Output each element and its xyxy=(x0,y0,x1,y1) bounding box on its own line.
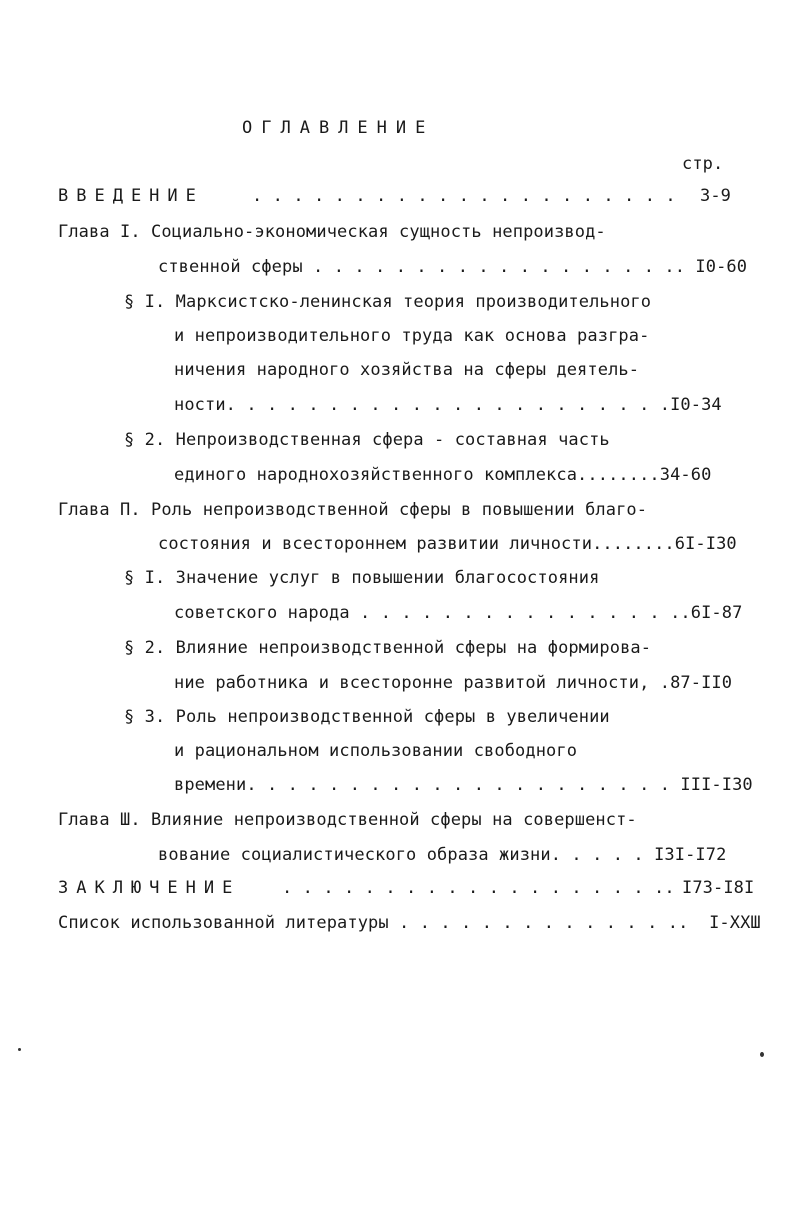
toc-bibliography: Список использованной литературы . . . . . . . . . . . . . .. I-XXШ xyxy=(58,913,761,933)
page-title: ОГЛАВЛЕНИЕ xyxy=(242,118,435,138)
toc-ch1-s2-line2: единого народнохозяйственного комплекса........34-60 xyxy=(174,465,712,485)
toc-ch2-s3-line2: и рациональном использовании свободного xyxy=(174,741,578,761)
toc-ch2-s2-line1: § 2. Влияние непроизводственной сферы на формирова- xyxy=(124,638,652,658)
toc-ch1-s1-line1: § I. Марксистско-ленинская теория производительного xyxy=(124,292,652,312)
toc-ch2-line2: состояния и всестороннем развитии личности........6I-I30 xyxy=(158,534,737,554)
toc-ch1-s1-line4: ности. . . . . . . . . . . . . . . . . . . . . .I0-34 xyxy=(174,395,722,415)
toc-ch2-s1-line1: § I. Значение услуг в повышении благосостояния xyxy=(124,568,600,588)
toc-ch3-line1: Глава Ш. Влияние непроизводственной сферы на совершенст- xyxy=(58,810,637,830)
toc-intro-pages: 3-9 xyxy=(700,186,732,206)
toc-conclusion-leader: . . . . . . . . . . . . . . . . . . .. xyxy=(282,878,675,898)
toc-ch2-s1-line2: советского народа . . . . . . . . . . . . . . . ..6I-87 xyxy=(174,603,743,623)
page-column-label: стр. xyxy=(682,154,724,174)
scan-speck xyxy=(760,1052,764,1057)
toc-conclusion-pages: I73-I8I xyxy=(682,878,755,898)
toc-ch1-s2-line1: § 2. Непроизводственная сфера - составная часть xyxy=(124,430,610,450)
toc-ch2-s3-line3: времени. . . . . . . . . . . . . . . . . . . . . III-I30 xyxy=(174,775,753,795)
toc-ch2-s2-line2: ние работника и всесторонне развитой личности, .87-II0 xyxy=(174,673,733,693)
toc-intro-leader: . . . . . . . . . . . . . . . . . . . . . xyxy=(252,186,676,206)
toc-ch1-line2: ственной сферы . . . . . . . . . . . . . . . . . .. I0-60 xyxy=(158,257,748,277)
scan-speck xyxy=(18,1048,21,1051)
toc-ch1-s1-line3: ничения народного хозяйства на сферы деятель- xyxy=(174,360,640,380)
toc-ch1-line1: Глава I. Социально-экономическая сущность непроизвод- xyxy=(58,222,606,242)
toc-intro-label: ВВЕДЕНИЕ xyxy=(58,186,204,206)
toc-ch1-s1-line2: и непроизводительного труда как основа разгра- xyxy=(174,326,650,346)
toc-ch2-s3-line1: § 3. Роль непроизводственной сферы в увеличении xyxy=(124,707,610,727)
toc-conclusion-label: ЗАКЛЮЧЕНИЕ xyxy=(58,878,241,898)
toc-ch3-line2: вование социалистического образа жизни. . . . . I3I-I72 xyxy=(158,845,727,865)
toc-ch2-line1: Глава П. Роль непроизводственной сферы в повышении благо- xyxy=(58,500,648,520)
